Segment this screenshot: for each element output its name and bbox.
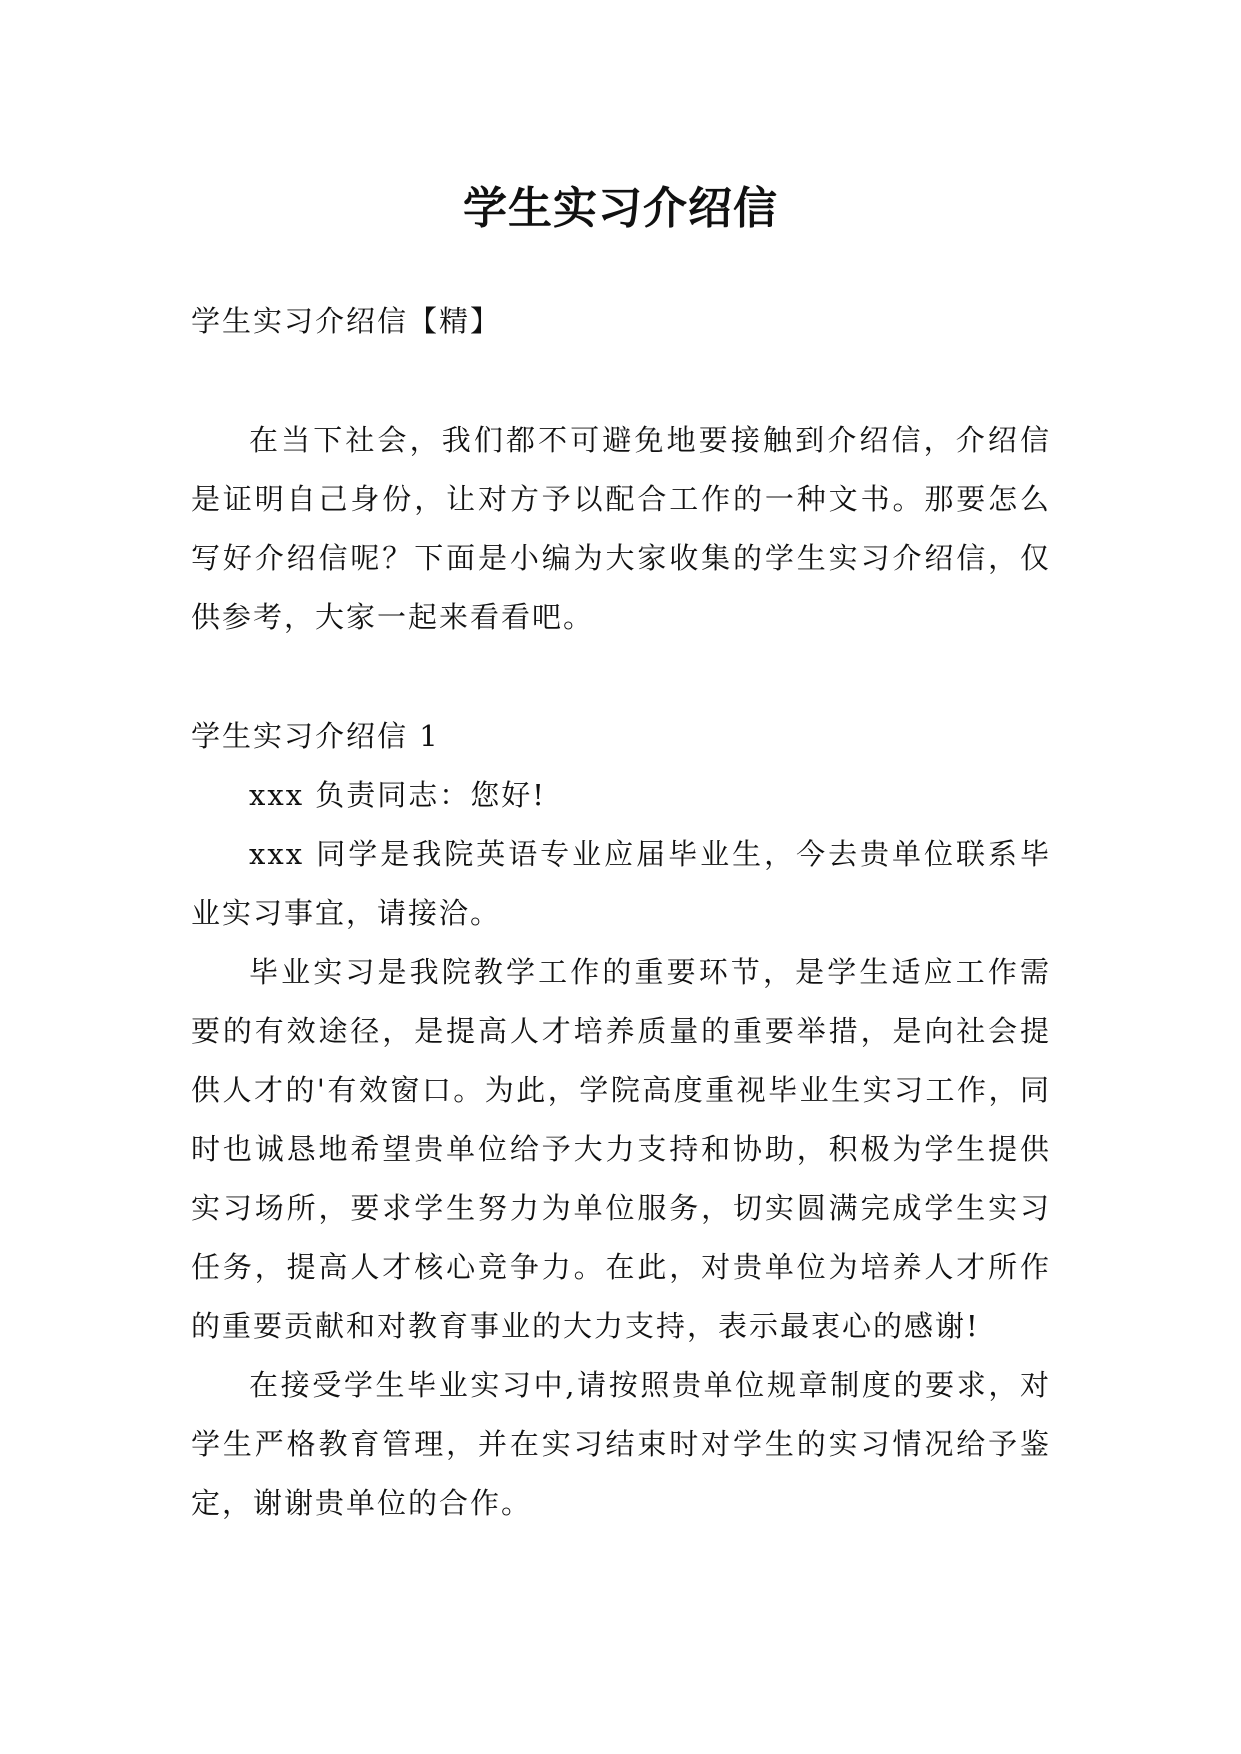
intro-paragraph: 在当下社会，我们都不可避免地要接触到介绍信，介绍信是证明自己身份，让对方予以配合工作的一种文书。那要怎么写好介绍信呢？下面是小编为大家收集的学生实习介绍信，仅供参考，大家一起来看看吧。 bbox=[191, 423, 1051, 634]
document-body bbox=[191, 292, 1051, 1533]
letter-paragraph-1: xxx 同学是我院英语专业应届毕业生，今去贵单位联系毕业实习事宜，请接洽。 bbox=[191, 837, 1051, 930]
letter-paragraph-2: 毕业实习是我院教学工作的重要环节，是学生适应工作需要的有效途径，是提高人才培养质量的重要举措，是向社会提供人才的'有效窗口。为此，学院高度重视毕业生实习工作，同时也诚恳地希望贵单位给予大力支持和协助，积极为学生提供实习场所，要求学生努力为单位服务，切实圆满完成学生实习任务，提高人才核心竞争力。在此，对贵单位为培养人才所作的重要贡献和对教育事业的大力支持，表示最衷心的感谢! bbox=[191, 955, 1051, 1343]
document-title: 学生实习介绍信 bbox=[463, 183, 778, 235]
letter-paragraph-3: 在接受学生毕业实习中,请按照贵单位规章制度的要求，对学生严格教育管理，并在实习结束时对学生的实习情况给予鉴定，谢谢贵单位的合作。 bbox=[191, 1368, 1051, 1520]
section-heading: 学生实习介绍信 1 bbox=[191, 719, 440, 753]
document-subtitle: 学生实习介绍信【精】 bbox=[191, 304, 502, 338]
letter-salutation: xxx 负责同志：您好! bbox=[249, 778, 546, 812]
